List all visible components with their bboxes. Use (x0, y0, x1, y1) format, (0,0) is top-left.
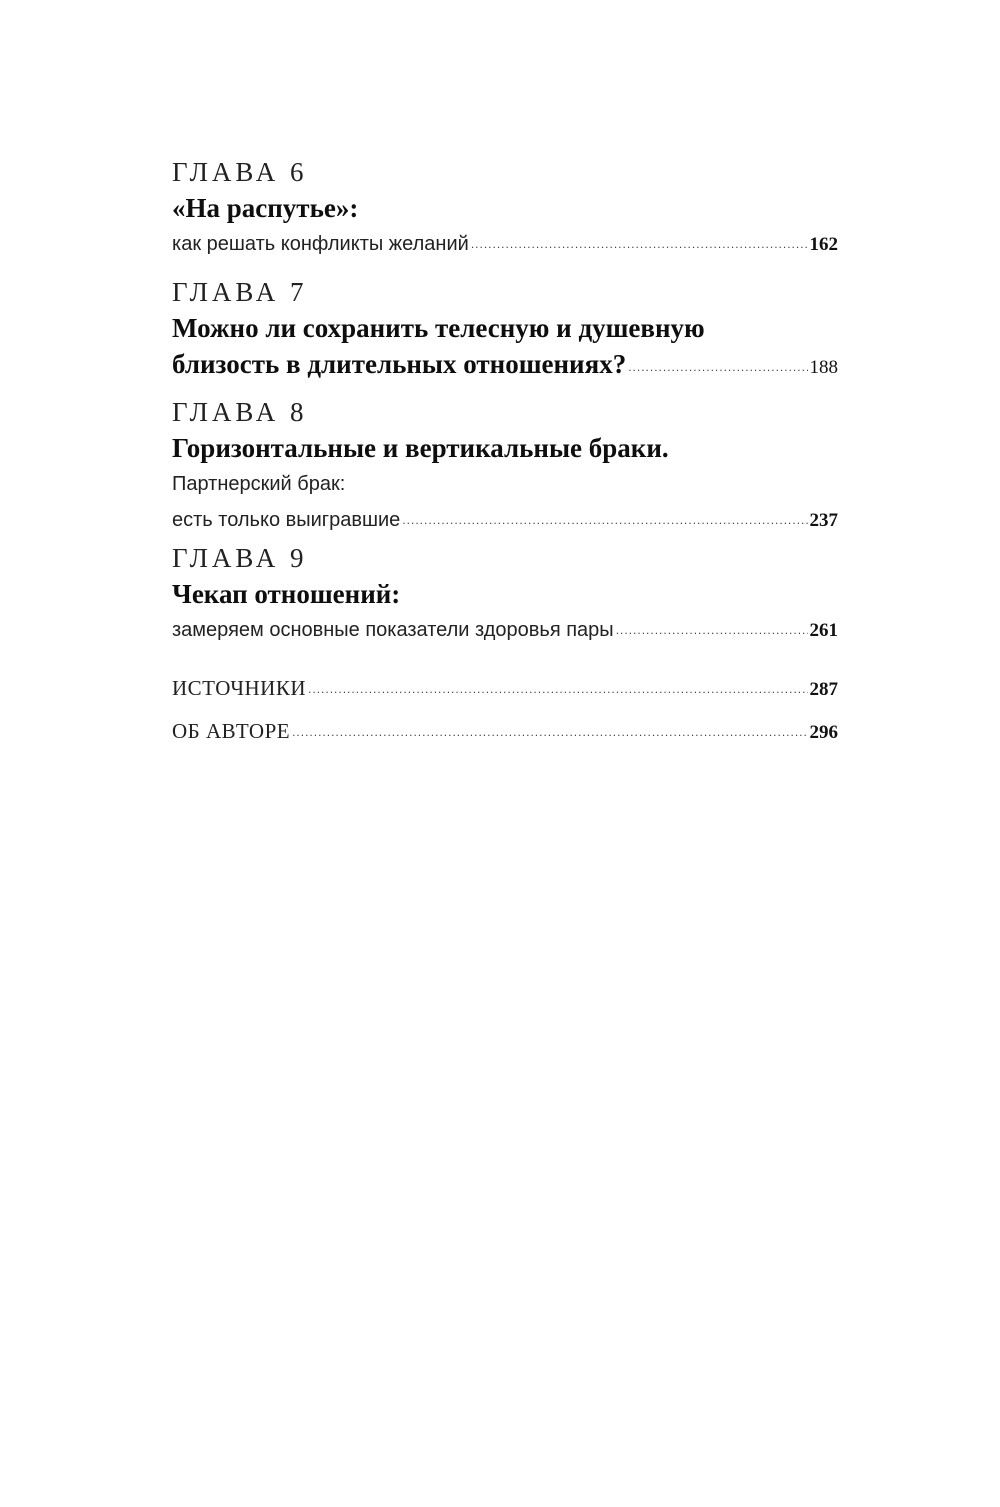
toc-entry-line (172, 346, 838, 382)
sources-label: ИСТОЧНИКИ (172, 676, 307, 700)
chapter-title: Чекап отношений: (172, 579, 401, 609)
page-number: 287 (809, 679, 838, 700)
toc-entry-line (172, 713, 838, 749)
toc-chapter-7 (172, 274, 838, 382)
toc-entry-line (172, 226, 838, 262)
dot-leader (628, 349, 807, 385)
chapter-title-continued: близость в длительных отношениях? (172, 349, 627, 379)
chapter-subtitle-continued: есть только выигравшие (172, 509, 401, 531)
page-number: 237 (809, 510, 838, 531)
chapter-label: ГЛАВА 7 (172, 277, 308, 307)
dot-leader (471, 226, 808, 262)
page-number: 261 (809, 620, 838, 641)
chapter-title: «На распутье»: (172, 193, 359, 223)
toc-sources (172, 670, 838, 706)
chapter-label: ГЛАВА 9 (172, 543, 308, 573)
page-number: 162 (809, 234, 838, 255)
toc-about-author (172, 713, 838, 749)
about-author-label: ОБ АВТОРЕ (172, 719, 291, 743)
toc-entry-line (172, 612, 838, 648)
dot-leader (292, 714, 807, 750)
chapter-subtitle: как решать конфликты желаний (172, 233, 469, 255)
chapter-subtitle: Партнерский брак: (172, 473, 346, 495)
chapter-subtitle: замеряем основные показатели здоровья пары (172, 619, 614, 641)
toc-chapter-8 (172, 394, 838, 538)
page-number: 296 (809, 722, 838, 743)
toc-entry-line (172, 670, 838, 706)
toc-chapter-6 (172, 154, 838, 262)
chapter-title: Горизонтальные и вертикальные браки. (172, 433, 669, 463)
dot-leader (616, 612, 808, 648)
dot-leader (308, 671, 807, 707)
toc-chapter-9 (172, 540, 838, 648)
page-number: 188 (809, 357, 838, 378)
toc-entry-line (172, 502, 838, 538)
chapter-title: Можно ли сохранить телесную и душевную (172, 313, 705, 343)
dot-leader (402, 502, 807, 538)
chapter-label: ГЛАВА 8 (172, 397, 308, 427)
chapter-label: ГЛАВА 6 (172, 157, 308, 187)
